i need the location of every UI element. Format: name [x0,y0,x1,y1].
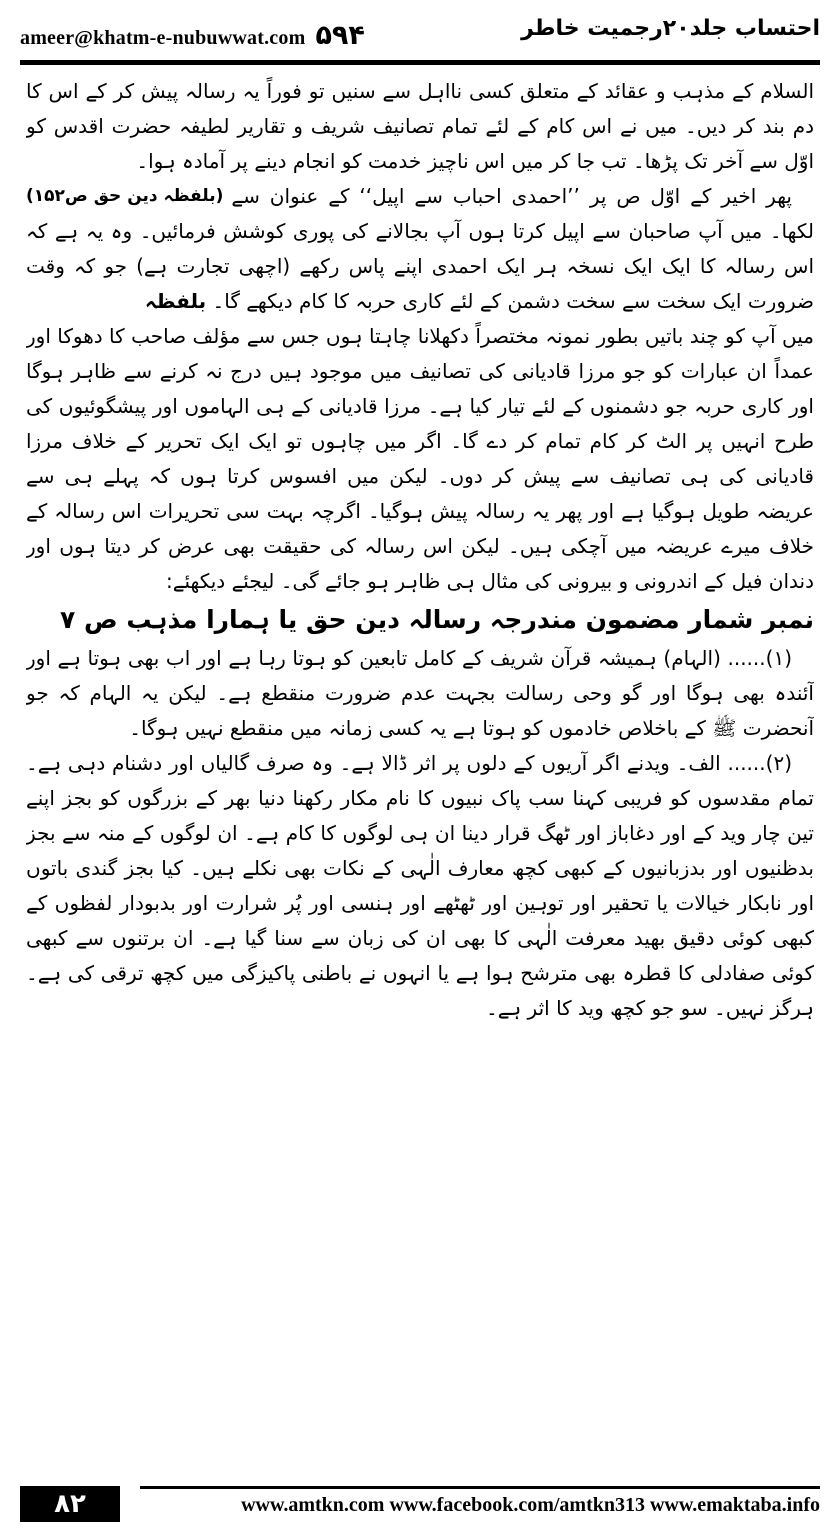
page-footer [20,1489,820,1526]
table-heading: نمبر شمار مضمون مندرجہ رسالہ دین حق یا ہمارا مذہب ص ۷ [60,605,814,634]
footer-page-number: ۸۲ [20,1486,120,1522]
paragraph-2-note: بلفظہ [144,289,207,313]
item-1-text: (الہام) ہمیشہ قرآن شریف کے کامل تابعین کو ہوتا رہا ہے اور اب بھی ہوتا ہے اور آئندہ بھی ہوگا اور گو وحی رسالت بجہت عدم ضرورت منقطع ہے۔ لیکن یہ الہام کہ جو آنحضرت ﷺ کے باخلاص خادموں کو ہوتا ہے یہ کسی زمانہ میں منقطع نہیں ہوگا۔ [26,646,814,740]
header-rule [20,60,820,65]
item-2-number: (۲)...... [727,751,792,775]
item-1 [26,641,814,746]
paragraph-1 [26,74,814,206]
header-email[interactable]: ameer@khatm-e-nubuwwat.com [20,27,306,49]
paragraph-3-text: میں آپ کو چند باتیں بطور نمونہ مختصراً دکھلانا چاہتا ہوں جس سے مؤلف صاحب کا دھوکا اور عمداً ان عبارات کو جو مرزا قادیانی کی تصانیف میں موجود ہیں درج نہ کرنے سے ظاہر ہوگا اور کاری حربہ جو دشمنوں کے لئے تیار کیا ہے۔ مرزا قادیانی کے ہی الہاموں اور پیشگوئیوں کی طرح انہیں پر الٹ کر کام تمام کر دے گا۔ اگر میں چاہوں تو ایک ایک تحریر کے خلاف مرزا قادیانی کی ہی تصانیف سے پیش کر دوں۔ لیکن میں افسوس کرتا ہوں کہ پہلے ہی سے عریضہ طویل ہوگیا ہے اور پھر یہ رسالہ پیش ہوگیا۔ اگرچہ بہت سی تحریرات اس رسالہ کے خلاف میرے عریضہ میں آچکی ہیں۔ لیکن اس رسالہ کی حقیقت بھی عرض کر دیتا ہوں اور دندان فیل کے اندرونی و بیرونی کی مثال ہی ظاہر ہو جائے گی۔ لیجئے دیکھئے: [26,324,814,593]
header-page-number: ۵۹۴ [315,20,365,51]
page-header [20,14,820,58]
paragraph-3 [26,319,814,599]
item-2 [26,746,814,1026]
reference-citation: (بلفظہ دین حق ص۱۵۲) [26,186,224,206]
item-1-number: (۱)...... [727,646,792,670]
item-2-text: الف۔ ویدنے اگر آریوں کے دلوں پر اثر ڈالا ہے۔ وہ صرف گالیاں اور دشنام دہی ہے۔ تمام مقدسوں کو فریبی کہنا سب پاک نبیوں کا نام مکار رکھنا دنیا بھر کے بزرگوں کو بجز اپنے تین چار وید کے اور دغاباز اور ٹھگ قرار دینا ان ہی لوگوں کا کام ہے۔ ان لوگوں کے منہ سے بجز بدظنیوں اور بدزبانیوں کے کبھی کچھ معارف الٰہی کے نکات بھی نکلے ہیں۔ کیا بجز گندی باتوں اور نابکار خیالات یا تحقیر اور توہین اور ٹھٹھے اور ہنسی اور پُر شرارت اور بدبودار لفظوں کے کبھی کوئی دقیق بھید معرفت الٰہی کا بھی ان کی زبان سے سنا گیا ہے۔ ان برتنوں سے کبھی کوئی صفادلی کا قطرہ بھی مترشح ہوا ہے یا انہوں نے باطنی پاکیزگی میں کچھ ترقی کی ہے۔ ہرگز نہیں۔ سو جو کچھ وید کا اثر ہے۔ [26,751,814,1020]
paragraph-2-text: پھر اخیر کے اوّل ص پر ’’احمدی احباب سے اپیل‘‘ کے عنوان سے لکھا۔ میں آپ صاحبان سے اپیل کرتا ہوں آپ بجالانے کی پوری کوشش فرمائیں۔ وہ یہ ہے کہ اس رسالہ کا ایک ایک نسخہ ہر ایک احمدی اپنے پاس رکھے (اچھی تجارت ہے) جو کہ وقت ضرورت ایک سخت سے سخت دشمن کے لئے کاری حربہ کا کام دیکھے گا۔ [26,184,814,313]
footer-websites[interactable]: www.amtkn.com www.facebook.com/amtkn313 www.emaktaba.info [241,1494,820,1516]
header-left [20,20,365,51]
footer-rule [140,1486,820,1489]
book-title: احتساب جلد۲۰رجمیت خاطر [521,16,820,41]
paragraph-1-text: السلام کے مذہب و عقائد کے متعلق کسی نااہل سے سنیں تو فوراً یہ رسالہ پیش کر کے اس کا دم بند کر دیں۔ میں نے اس کام کے لئے تمام تصانیف شریف و تقاریر لطیفہ حضرت اقدس کو اوّل سے آخر تک پڑھا۔ تب جا کر میں اس ناچیز خدمت کو انجام دینے پر آمادہ ہوا۔ [26,79,814,173]
page-body [26,74,814,1456]
